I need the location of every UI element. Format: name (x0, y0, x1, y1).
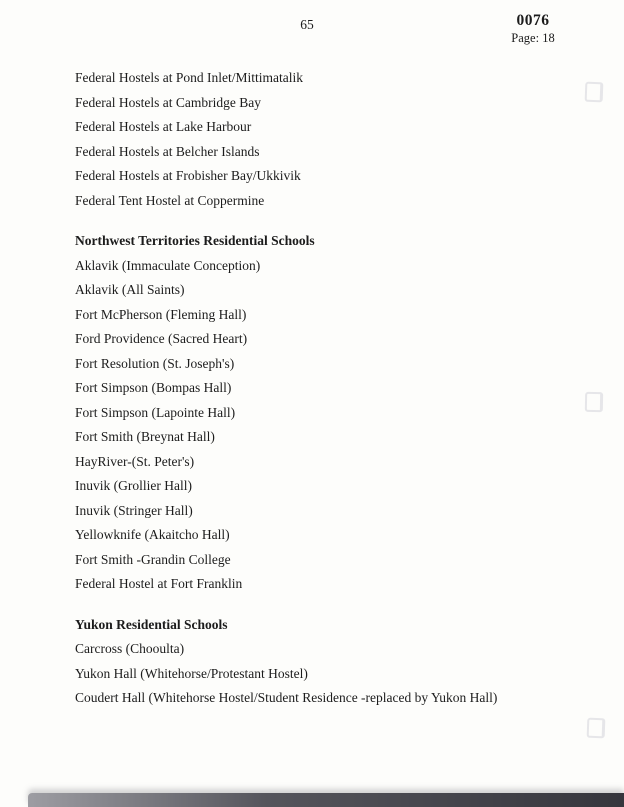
list-item: Federal Hostels at Lake Harbour (75, 119, 252, 134)
list-item: Coudert Hall (Whitehorse Hostel/Student Residence -replaced by Yukon Hall) (75, 690, 498, 705)
scan-artifact (585, 82, 604, 103)
scan-artifact (585, 392, 603, 412)
list-item: HayRiver-(St. Peter's) (75, 453, 195, 469)
list-item: Federal Hostel at Fort Franklin (75, 576, 243, 591)
list-item: Fort Simpson (Bompas Hall) (75, 380, 232, 395)
list-item: Federal Hostels at Frobisher Bay/Ukkivik (75, 168, 301, 183)
document-body (75, 66, 590, 711)
list-item: Aklavik (Immaculate Conception) (75, 257, 261, 273)
list-item: Inuvik (Stringer Hall) (75, 502, 193, 518)
scan-edge-bottom (28, 793, 624, 807)
list-item: Fort Smith (Breynat Hall) (75, 429, 215, 444)
list-item: Fort Simpson (Lapointe Hall) (75, 404, 236, 420)
document-number: 0076 (516, 12, 550, 29)
header-right (497, 12, 569, 46)
list-item: Federal Hostels at Cambridge Bay (75, 94, 261, 110)
list-item: Fort Resolution (St. Joseph's) (75, 355, 235, 371)
list-item: Fort McPherson (Fleming Hall) (75, 306, 247, 322)
list-item: Inuvik (Grollier Hall) (75, 478, 192, 493)
list-item: Carcross (Chooulta) (75, 641, 185, 656)
list-item: Federal Hostels at Belcher Islands (75, 143, 260, 159)
section-heading-nwt: Northwest Territories Residential Schools (75, 233, 315, 248)
list-item: Fort Smith -Grandin College (75, 551, 231, 567)
list-item: Federal Hostels at Pond Inlet/Mittimatalik (75, 70, 303, 85)
list-item: Ford Providence (Sacred Heart) (75, 331, 248, 346)
section-heading-yukon: Yukon Residential Schools (75, 616, 228, 632)
page-number: 65 (300, 17, 314, 32)
list-item: Federal Tent Hostel at Coppermine (75, 192, 265, 208)
scan-artifact (587, 718, 606, 739)
page-label: Page: 18 (511, 31, 555, 45)
list-item: Aklavik (All Saints) (75, 282, 185, 297)
list-item: Yukon Hall (Whitehorse/Protestant Hostel) (75, 665, 308, 681)
list-item: Yellowknife (Akaitcho Hall) (75, 527, 230, 542)
